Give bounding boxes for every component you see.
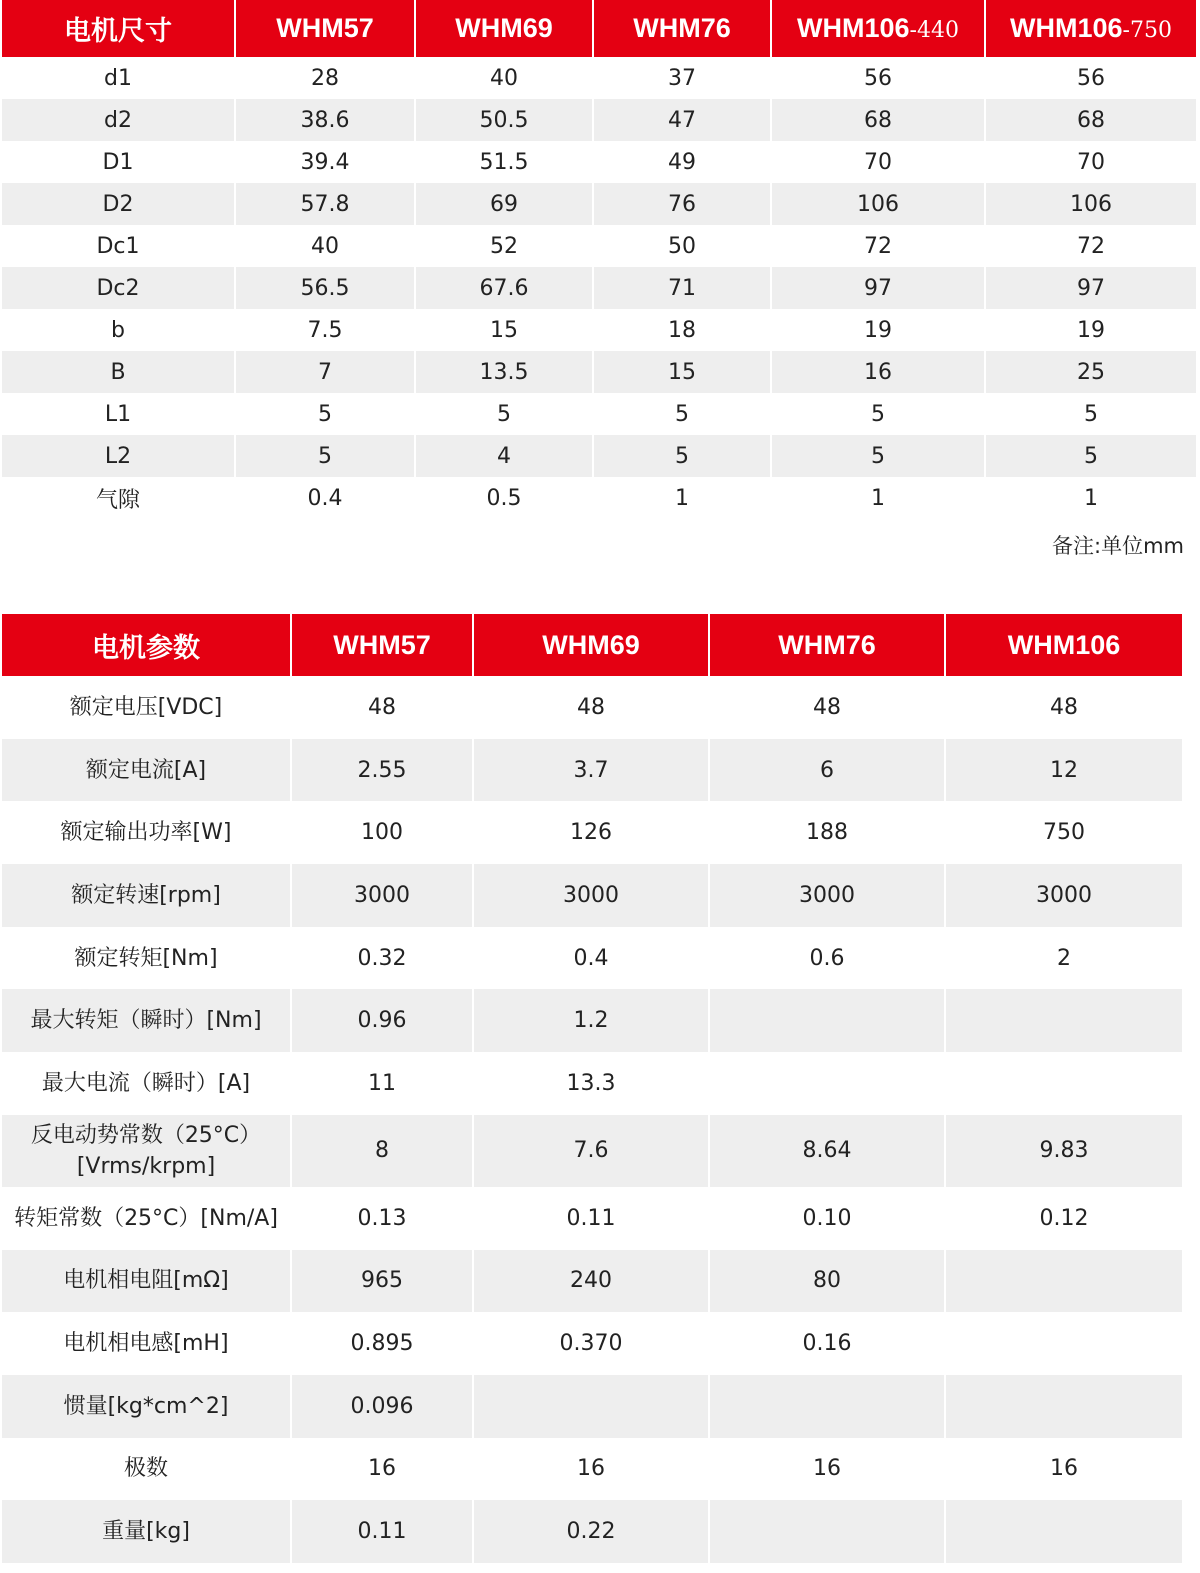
unit-note: 备注:单位mm xyxy=(1052,534,1184,558)
value-cell: 5 xyxy=(985,393,1196,435)
header-cell: WHM57 xyxy=(291,614,473,676)
row-label-cell: 电机相电感[mH] xyxy=(2,1312,291,1375)
value-cell: 97 xyxy=(771,267,985,309)
value-cell: 106 xyxy=(771,183,985,225)
value-cell: 16 xyxy=(473,1438,709,1501)
value-cell: 7.6 xyxy=(473,1115,709,1187)
row-label-cell: 重量[kg] xyxy=(2,1500,291,1563)
value-cell: 8.64 xyxy=(709,1115,945,1187)
value-cell: 0.6 xyxy=(709,927,945,990)
row-label-cell: d2 xyxy=(2,99,235,141)
value-cell: 71 xyxy=(593,267,771,309)
header-cell: 电机参数 xyxy=(2,614,291,676)
value-cell: 70 xyxy=(771,141,985,183)
header-cell: WHM69 xyxy=(415,0,593,57)
table-row xyxy=(2,1375,1182,1438)
parameters-header-row xyxy=(2,614,1182,676)
value-cell: 37 xyxy=(593,57,771,99)
value-cell: 7 xyxy=(235,351,415,393)
header-cell: WHM106 xyxy=(945,614,1182,676)
header-cell: WHM57 xyxy=(235,0,415,57)
value-cell: 6 xyxy=(709,739,945,802)
header-cell: WHM106-750 xyxy=(985,0,1196,57)
value-cell xyxy=(709,989,945,1052)
value-cell: 0.895 xyxy=(291,1312,473,1375)
value-cell: 188 xyxy=(709,801,945,864)
value-cell: 2.55 xyxy=(291,739,473,802)
value-cell: 47 xyxy=(593,99,771,141)
value-cell: 68 xyxy=(771,99,985,141)
value-cell: 16 xyxy=(945,1438,1182,1501)
table-row xyxy=(2,225,1196,267)
value-cell: 48 xyxy=(291,676,473,739)
value-cell: 5 xyxy=(771,393,985,435)
table-row xyxy=(2,309,1196,351)
value-cell: 0.4 xyxy=(473,927,709,990)
value-cell: 52 xyxy=(415,225,593,267)
row-label-cell: 额定电压[VDC] xyxy=(2,676,291,739)
value-cell: 76 xyxy=(593,183,771,225)
value-cell: 97 xyxy=(985,267,1196,309)
value-cell: 1 xyxy=(771,477,985,519)
value-cell: 0.16 xyxy=(709,1312,945,1375)
value-cell: 3000 xyxy=(473,864,709,927)
value-cell: 57.8 xyxy=(235,183,415,225)
header-cell: WHM76 xyxy=(709,614,945,676)
table-row xyxy=(2,435,1196,477)
value-cell: 0.11 xyxy=(291,1500,473,1563)
value-cell: 56.5 xyxy=(235,267,415,309)
row-label-cell: 额定转矩[Nm] xyxy=(2,927,291,990)
value-cell: 67.6 xyxy=(415,267,593,309)
table-row xyxy=(2,864,1182,927)
value-cell: 5 xyxy=(593,435,771,477)
table-row xyxy=(2,393,1196,435)
row-label-cell: L2 xyxy=(2,435,235,477)
value-cell: 38.6 xyxy=(235,99,415,141)
value-cell: 56 xyxy=(985,57,1196,99)
value-cell: 2 xyxy=(945,927,1182,990)
value-cell: 7.5 xyxy=(235,309,415,351)
value-cell: 19 xyxy=(771,309,985,351)
value-cell: 0.11 xyxy=(473,1187,709,1250)
row-label-cell: D2 xyxy=(2,183,235,225)
table-row xyxy=(2,801,1182,864)
table-row xyxy=(2,99,1196,141)
value-cell: 750 xyxy=(945,801,1182,864)
value-cell: 3000 xyxy=(291,864,473,927)
table-row xyxy=(2,1115,1182,1187)
value-cell: 5 xyxy=(593,393,771,435)
table-row xyxy=(2,1250,1182,1313)
table-row xyxy=(2,676,1182,739)
value-cell: 3000 xyxy=(709,864,945,927)
value-cell: 0.4 xyxy=(235,477,415,519)
value-cell: 40 xyxy=(415,57,593,99)
row-label-cell: Dc1 xyxy=(2,225,235,267)
value-cell: 0.96 xyxy=(291,989,473,1052)
table-row xyxy=(2,739,1182,802)
dimensions-header-row xyxy=(2,0,1196,57)
value-cell: 126 xyxy=(473,801,709,864)
value-cell: 106 xyxy=(985,183,1196,225)
row-label-cell: 极数 xyxy=(2,1438,291,1501)
value-cell: 18 xyxy=(593,309,771,351)
value-cell: 4 xyxy=(415,435,593,477)
value-cell: 0.13 xyxy=(291,1187,473,1250)
row-label-cell: 转矩常数（25°C）[Nm/A] xyxy=(2,1187,291,1250)
value-cell: 48 xyxy=(945,676,1182,739)
value-cell: 39.4 xyxy=(235,141,415,183)
value-cell xyxy=(945,989,1182,1052)
value-cell: 16 xyxy=(771,351,985,393)
row-label-cell: 额定电流[A] xyxy=(2,739,291,802)
row-label-cell: Dc2 xyxy=(2,267,235,309)
value-cell: 25 xyxy=(985,351,1196,393)
value-cell: 49 xyxy=(593,141,771,183)
value-cell: 5 xyxy=(771,435,985,477)
value-cell: 1.2 xyxy=(473,989,709,1052)
value-cell: 0.32 xyxy=(291,927,473,990)
table-row xyxy=(2,477,1196,519)
value-cell xyxy=(945,1052,1182,1115)
table-row xyxy=(2,1438,1182,1501)
value-cell: 19 xyxy=(985,309,1196,351)
header-cell: WHM69 xyxy=(473,614,709,676)
value-cell xyxy=(709,1500,945,1563)
row-label-cell: d1 xyxy=(2,57,235,99)
header-cell: WHM106-440 xyxy=(771,0,985,57)
value-cell: 0.10 xyxy=(709,1187,945,1250)
row-label-cell: 额定转速[rpm] xyxy=(2,864,291,927)
value-cell: 72 xyxy=(985,225,1196,267)
value-cell: 69 xyxy=(415,183,593,225)
value-cell: 28 xyxy=(235,57,415,99)
value-cell: 965 xyxy=(291,1250,473,1313)
value-cell: 80 xyxy=(709,1250,945,1313)
header-suffix: -750 xyxy=(1122,18,1172,43)
value-cell: 11 xyxy=(291,1052,473,1115)
value-cell: 15 xyxy=(415,309,593,351)
value-cell: 5 xyxy=(985,435,1196,477)
value-cell: 50 xyxy=(593,225,771,267)
value-cell: 0.370 xyxy=(473,1312,709,1375)
row-label-cell: 惯量[kg*cm^2] xyxy=(2,1375,291,1438)
value-cell: 16 xyxy=(709,1438,945,1501)
value-cell: 48 xyxy=(473,676,709,739)
value-cell: 0.5 xyxy=(415,477,593,519)
value-cell: 13.3 xyxy=(473,1052,709,1115)
motor-parameters-table xyxy=(2,614,1182,1563)
value-cell: 68 xyxy=(985,99,1196,141)
value-cell: 0.22 xyxy=(473,1500,709,1563)
value-cell: 5 xyxy=(235,393,415,435)
value-cell xyxy=(709,1375,945,1438)
value-cell xyxy=(945,1312,1182,1375)
table-row xyxy=(2,1500,1182,1563)
value-cell: 16 xyxy=(291,1438,473,1501)
value-cell: 12 xyxy=(945,739,1182,802)
row-label-cell: b xyxy=(2,309,235,351)
value-cell: 1 xyxy=(985,477,1196,519)
value-cell xyxy=(709,1052,945,1115)
value-cell: 50.5 xyxy=(415,99,593,141)
table-row xyxy=(2,989,1182,1052)
table-row xyxy=(2,1187,1182,1250)
value-cell: 100 xyxy=(291,801,473,864)
header-cell: 电机尺寸 xyxy=(2,0,235,57)
row-label-cell: 额定输出功率[W] xyxy=(2,801,291,864)
row-label-cell: 气隙 xyxy=(2,477,235,519)
value-cell: 56 xyxy=(771,57,985,99)
table-row xyxy=(2,267,1196,309)
value-cell: 0.096 xyxy=(291,1375,473,1438)
row-label-cell: 反电动势常数（25°C）[Vrms/krpm] xyxy=(2,1115,291,1187)
value-cell: 3000 xyxy=(945,864,1182,927)
header-cell: WHM76 xyxy=(593,0,771,57)
value-cell xyxy=(473,1375,709,1438)
value-cell: 5 xyxy=(235,435,415,477)
value-cell: 9.83 xyxy=(945,1115,1182,1187)
value-cell: 8 xyxy=(291,1115,473,1187)
row-label-cell: 最大转矩（瞬时）[Nm] xyxy=(2,989,291,1052)
table-row xyxy=(2,351,1196,393)
table-row xyxy=(2,1312,1182,1375)
value-cell: 1 xyxy=(593,477,771,519)
row-label-cell: 最大电流（瞬时）[A] xyxy=(2,1052,291,1115)
value-cell: 72 xyxy=(771,225,985,267)
value-cell: 48 xyxy=(709,676,945,739)
row-label-cell: L1 xyxy=(2,393,235,435)
value-cell: 40 xyxy=(235,225,415,267)
table-row xyxy=(2,141,1196,183)
value-cell xyxy=(945,1500,1182,1563)
value-cell: 51.5 xyxy=(415,141,593,183)
motor-dimensions-table xyxy=(2,0,1196,519)
header-suffix: -440 xyxy=(909,18,959,43)
value-cell: 240 xyxy=(473,1250,709,1313)
value-cell xyxy=(945,1375,1182,1438)
row-label-cell: B xyxy=(2,351,235,393)
value-cell: 13.5 xyxy=(415,351,593,393)
value-cell: 70 xyxy=(985,141,1196,183)
table-row xyxy=(2,57,1196,99)
row-label-cell: D1 xyxy=(2,141,235,183)
value-cell: 0.12 xyxy=(945,1187,1182,1250)
value-cell: 15 xyxy=(593,351,771,393)
row-label-cell: 电机相电阻[mΩ] xyxy=(2,1250,291,1313)
table-row xyxy=(2,183,1196,225)
table-row xyxy=(2,1052,1182,1115)
value-cell: 3.7 xyxy=(473,739,709,802)
value-cell xyxy=(945,1250,1182,1313)
table-row xyxy=(2,927,1182,990)
value-cell: 5 xyxy=(415,393,593,435)
